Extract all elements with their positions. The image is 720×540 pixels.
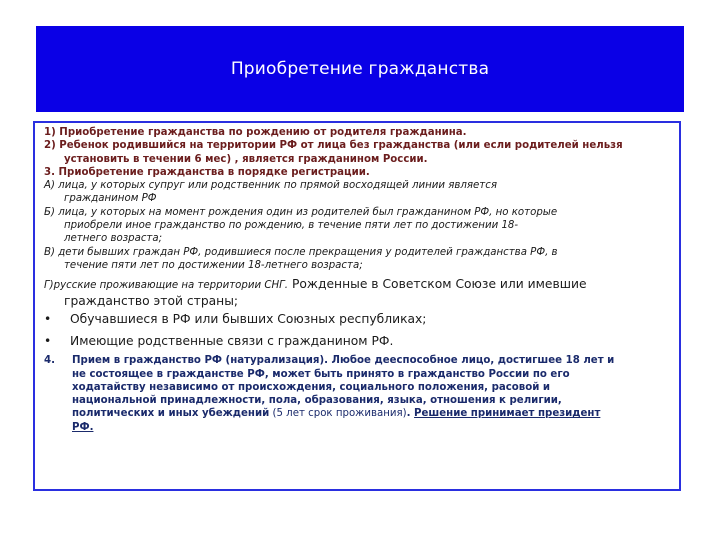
page-title: Приобретение гражданства	[230, 59, 490, 79]
paragraph-4-line-3: ходатайству независимо от происхождения, социального положения, расовой и	[72, 381, 551, 393]
title-banner	[36, 26, 684, 112]
bullet-text: Имеющие родственные связи с гражданином РФ.	[70, 333, 394, 348]
paragraph-4-line-4: национальной принадлежности, пола, образования, языка, отношения к религии,	[72, 395, 562, 407]
p4-residence: (5 лет срок проживания)	[269, 408, 407, 420]
paragraph-g-line-2: гражданство этой страны;	[64, 293, 239, 308]
paragraph-2-line-1: 2) Ребенок родившийся на территории РФ от лица без гражданства (или если родителей нельзя	[44, 140, 623, 152]
paragraph-g-rest: Рожденные в Советском Союзе или имевшие	[288, 277, 587, 292]
paragraph-4-line-2: не состоящее в гражданстве РФ, может быть принято в гражданство России по его	[72, 368, 570, 380]
p4-period: .	[406, 408, 415, 420]
bullet-icon: •	[44, 312, 52, 327]
paragraph-3: 3. Приобретение гражданства в порядке регистрации.	[44, 166, 370, 178]
paragraph-b-line-3: летнего возраста;	[64, 233, 163, 245]
paragraph-a-line-1: А) лица, у которых супруг или родственник по прямой восходящей линии является	[44, 180, 497, 192]
p4-beliefs: политических и иных убеждений	[72, 408, 270, 420]
paragraph-v-line-2: течение пяти лет по достижении 18-летнего возраста;	[64, 259, 363, 271]
paragraph-4-line-1: Прием в гражданство РФ (натурализация). Любое дееспособное лицо, достигшее 18 лет и	[72, 355, 615, 367]
paragraph-g-line-1	[35, 276, 679, 293]
paragraph-b-line-1: Б) лица, у которых на момент рождения один из родителей был гражданином РФ, но которые	[44, 206, 558, 218]
paragraph-4-line-5	[72, 407, 673, 420]
paragraph-2-line-2: установить в течении 6 мес) , является гражданином России.	[64, 153, 428, 165]
bullet-text: Обучавшиеся в РФ или бывших Союзных республиках;	[70, 312, 427, 327]
paragraph-1: 1) Приобретение гражданства по рождению от родителя гражданина.	[44, 127, 467, 138]
content-box	[33, 121, 681, 491]
paragraph-4	[35, 354, 679, 434]
list-item	[35, 311, 679, 328]
paragraph-4-line-6: РФ.	[72, 421, 94, 433]
p4-president-decision: Решение принимает президент	[414, 408, 601, 420]
paragraph-b-line-2: приобрели иное гражданство по рождению, в течение пяти лет по достижении 18-	[64, 220, 519, 232]
paragraph-4-number: 4.	[44, 355, 55, 367]
paragraph-g-italic: Г)русские проживающие на территории СНГ.	[44, 280, 289, 292]
list-item	[35, 333, 679, 350]
paragraph-v-line-1: В) дети бывших граждан РФ, родившиеся после прекращения у родителей гражданства РФ, в	[44, 246, 558, 258]
paragraph-a-line-2: гражданином РФ	[64, 193, 157, 205]
bullet-icon: •	[44, 333, 52, 348]
